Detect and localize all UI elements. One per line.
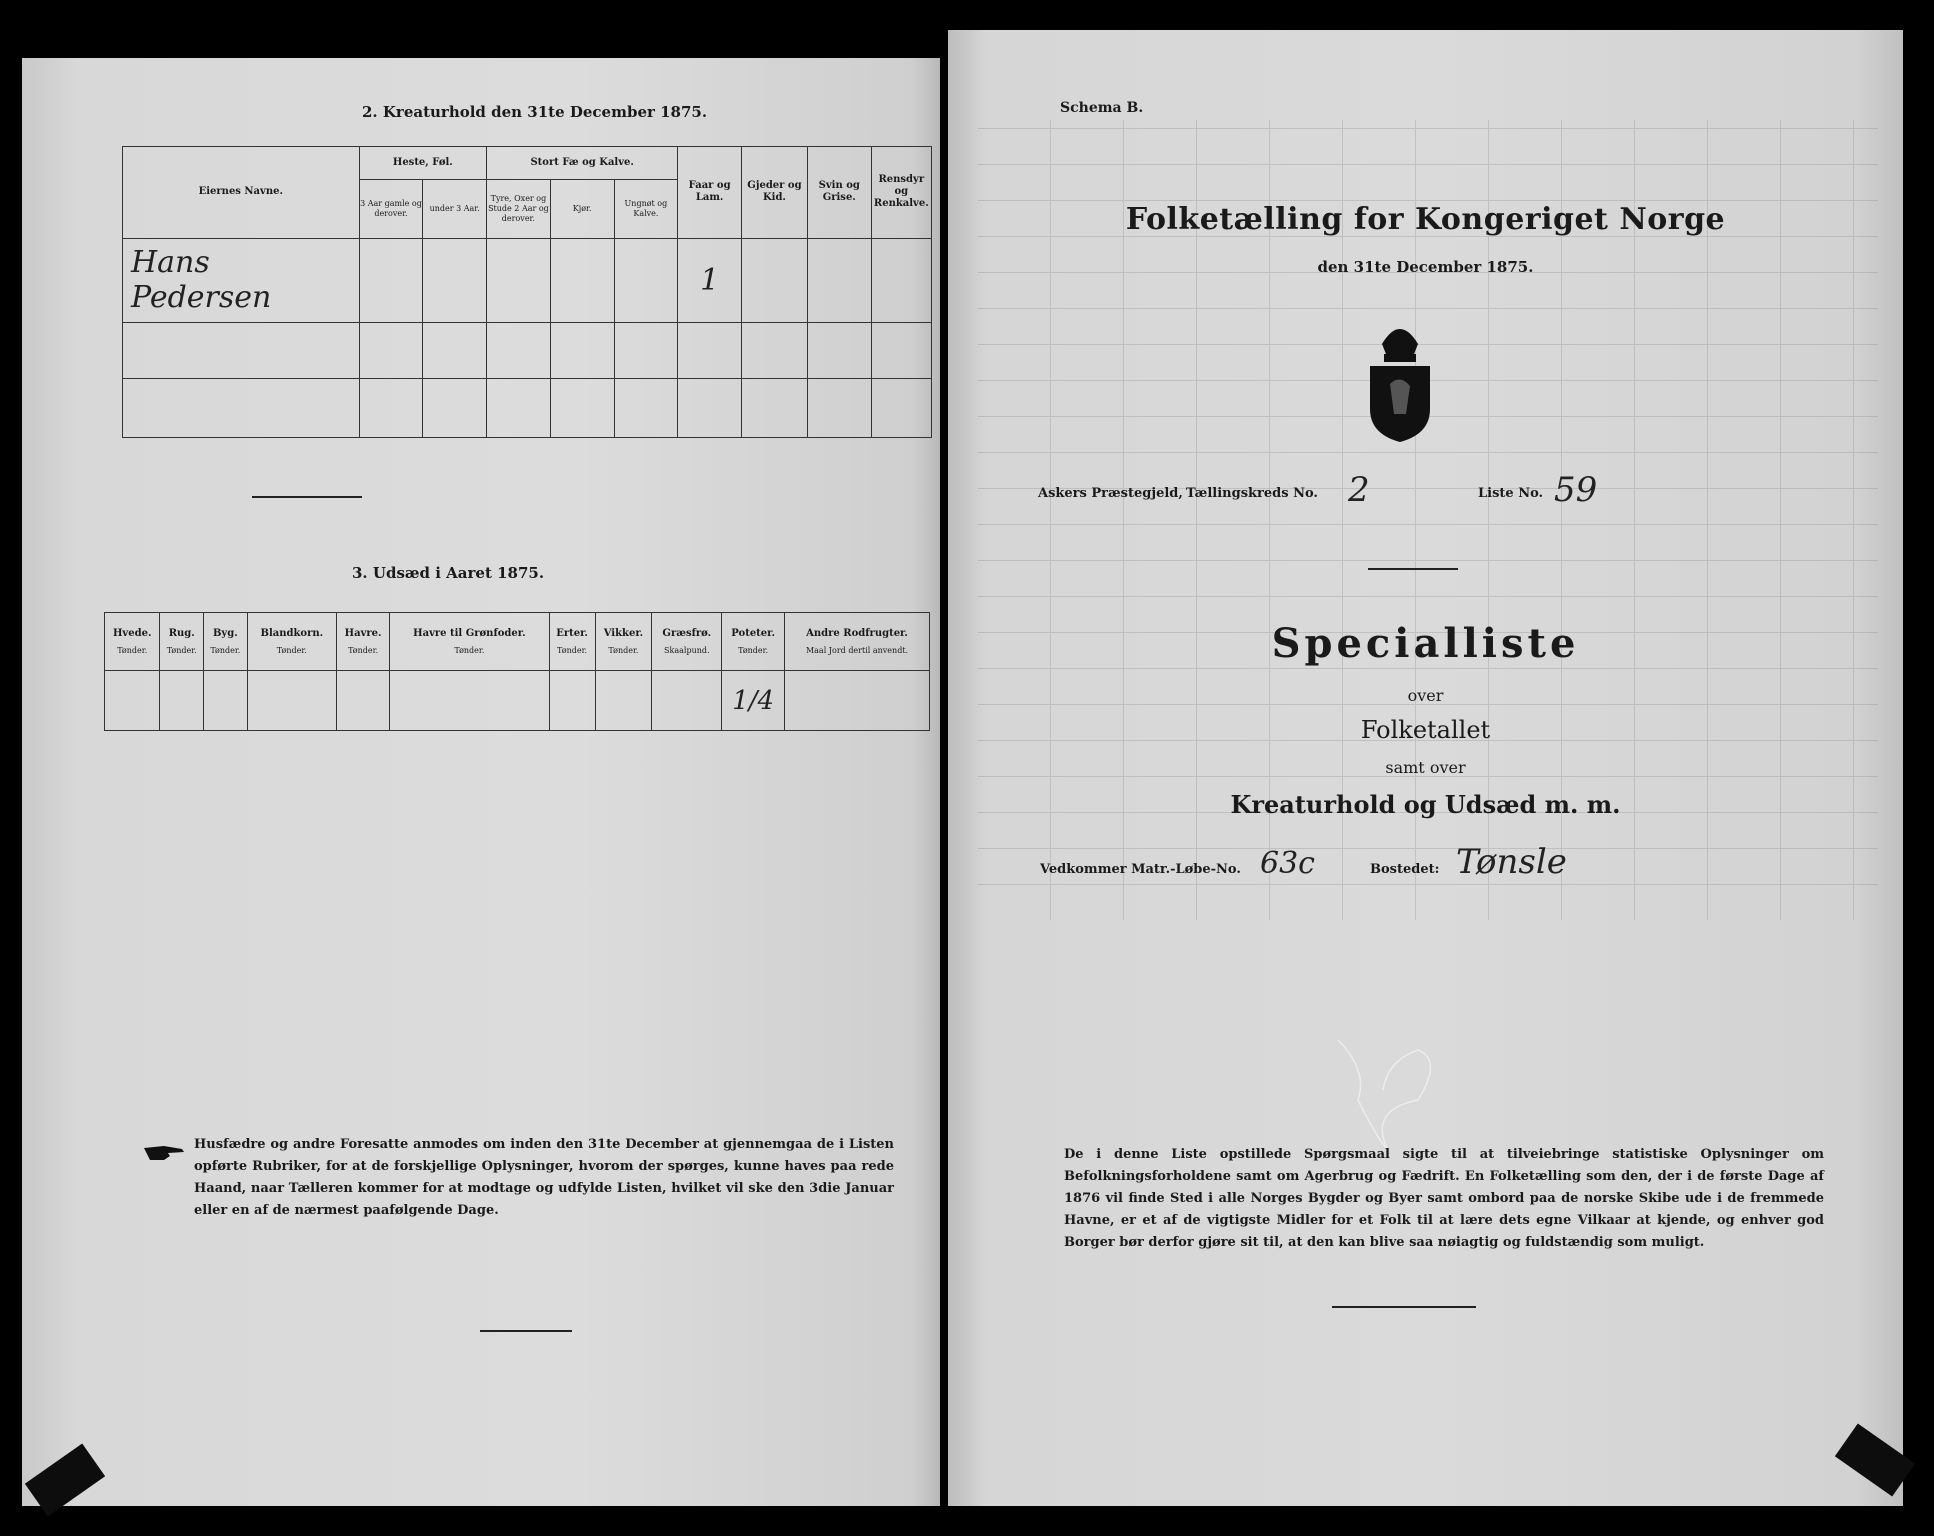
sowing-cell bbox=[105, 671, 160, 731]
sowing-cell bbox=[652, 671, 722, 731]
owner-name: Hans Pedersen bbox=[131, 245, 272, 316]
schema-label: Schema B. bbox=[1060, 100, 1144, 116]
specialliste-title: Specialliste bbox=[1271, 620, 1580, 667]
kreaturhold-line: Kreaturhold og Udsæd m. m. bbox=[1230, 790, 1621, 819]
col-cattle-c: Ungnøt og Kalve. bbox=[624, 198, 668, 218]
divider-rule bbox=[252, 496, 362, 498]
sowing-header-label: Rug. bbox=[168, 627, 195, 639]
sowing-unit-label: Tønder. bbox=[454, 645, 485, 655]
col-reindeer-header: Rensdyr og Renkalve. bbox=[873, 174, 929, 210]
samt-over: samt over bbox=[1385, 758, 1466, 777]
left-page bbox=[22, 58, 940, 1506]
sowing-unit-label: Tønder. bbox=[557, 645, 588, 655]
district-value: 2 bbox=[1348, 470, 1370, 510]
sowing-col-10 bbox=[785, 613, 930, 671]
bleed-through-scribble bbox=[1328, 1030, 1448, 1160]
section-2-title: 2. Kreaturhold den 31te December 1875. bbox=[362, 103, 708, 121]
col-horses-a: 3 Aar gamle og derover. bbox=[360, 198, 422, 218]
sowing-cell bbox=[247, 671, 336, 731]
section-3-title: 3. Udsæd i Aaret 1875. bbox=[352, 564, 545, 582]
sowing-cell bbox=[722, 671, 785, 731]
sowing-col-1 bbox=[160, 613, 204, 671]
sowing-unit-label: Tønder. bbox=[166, 645, 197, 655]
sowing-col-5 bbox=[390, 613, 549, 671]
list-value: 59 bbox=[1554, 470, 1598, 510]
sowing-unit-label: Tønder. bbox=[276, 645, 307, 655]
notice-text: Husfædre og andre Foresatte anmodes om inden den 31te December at gjennemgaa de i Listen opførte Rubriker, for at de forskjellige Oplysninger, hvorom der spørges, kunne haves paa rede Haand, naar Tælleren kommer for at modtage og udfylde Listen, hvilket vil ske den 3die Januar eller en af de nærmest paafølgende Dage. bbox=[194, 1137, 894, 1218]
sowing-unit-label: Skaalpund. bbox=[664, 645, 710, 655]
col-cattle-header: Stort Fæ og Kalve. bbox=[530, 156, 634, 168]
sowing-col-4 bbox=[337, 613, 390, 671]
sowing-header-label: Byg. bbox=[212, 627, 238, 639]
col-owner-header: Eiernes Navne. bbox=[198, 186, 283, 198]
matr-value: 63c bbox=[1260, 846, 1315, 881]
sowing-cell bbox=[160, 671, 204, 731]
right-page bbox=[948, 30, 1903, 1506]
sowing-header-label: Erter. bbox=[556, 627, 588, 639]
sowing-cell bbox=[549, 671, 595, 731]
sowing-col-0 bbox=[105, 613, 160, 671]
main-title: Folketælling for Kongeriget Norge bbox=[1125, 202, 1726, 237]
sowing-unit-label: Tønder. bbox=[608, 645, 639, 655]
sowing-table bbox=[104, 612, 930, 731]
sowing-header-label: Poteter. bbox=[731, 627, 775, 639]
sowing-col-9 bbox=[722, 613, 785, 671]
sowing-cell bbox=[785, 671, 930, 731]
sowing-col-3 bbox=[247, 613, 336, 671]
title-rule bbox=[1368, 568, 1458, 570]
poteter-value: 1/4 bbox=[732, 685, 775, 716]
bostedet-label: Bostedet: bbox=[1370, 862, 1440, 877]
sowing-header-label: Vikker. bbox=[603, 627, 644, 639]
sowing-header-label: Andre Rodfrugter. bbox=[806, 627, 908, 639]
col-horses-b: under 3 Aar. bbox=[429, 203, 480, 213]
col-horses-header: Heste, Føl. bbox=[392, 156, 453, 168]
matr-label: Vedkommer Matr.-Løbe-No. bbox=[1040, 862, 1241, 877]
sowing-col-8 bbox=[652, 613, 722, 671]
sowing-header-label: Havre til Grønfoder. bbox=[413, 627, 526, 639]
col-cattle-a: Tyre, Oxer og Stude 2 Aar og derover. bbox=[488, 193, 549, 223]
sowing-cell bbox=[204, 671, 248, 731]
col-cattle-b: Kjør. bbox=[572, 203, 592, 213]
footer-rule bbox=[1332, 1306, 1476, 1308]
sheep-count: 1 bbox=[700, 262, 720, 298]
sowing-cell bbox=[390, 671, 549, 731]
over-1: over bbox=[1407, 686, 1444, 705]
livestock-table bbox=[122, 146, 932, 438]
sowing-header-label: Havre. bbox=[344, 627, 382, 639]
bostedet-value: Tønsle bbox=[1456, 842, 1567, 882]
sowing-cell bbox=[337, 671, 390, 731]
sowing-col-2 bbox=[204, 613, 248, 671]
sowing-header-label: Græsfrø. bbox=[662, 627, 712, 639]
list-label: Liste No. bbox=[1478, 486, 1544, 501]
bottom-rule bbox=[480, 1330, 572, 1332]
sowing-unit-label: Tønder. bbox=[117, 645, 148, 655]
footer-text: De i denne Liste opstillede Spørgsmaal sigte til at tilveiebringe statistiske Oplysninger om Befolkningsforholdene samt om Agerbrug og Fædrift. En Folketælling som den, der i de første Dage af 1876 vil finde Sted i alle Norges Bygder og Byer samt ombord paa de norske Skibe ude i de fremmede Havne, er et af de vigtigste Midler for et Folk til at lære dets egne Vilkaar at kjende, og enhver god Borger bør derfor gjøre sit til, at den kan blive saa nøiagtig og fuldstændig som muligt. bbox=[1064, 1147, 1824, 1250]
parish-label: Askers Præstegjeld, bbox=[1038, 486, 1183, 501]
sowing-col-6 bbox=[549, 613, 595, 671]
sowing-header-label: Blandkorn. bbox=[260, 627, 324, 639]
folketallet: Folketallet bbox=[1360, 716, 1491, 744]
coat-of-arms-icon bbox=[1360, 314, 1440, 444]
sowing-col-7 bbox=[595, 613, 652, 671]
sowing-unit-label: Tønder. bbox=[210, 645, 241, 655]
district-label: Tællingskreds No. bbox=[1186, 486, 1318, 501]
main-subtitle: den 31te December 1875. bbox=[1317, 258, 1534, 276]
col-pigs-header: Svin og Grise. bbox=[818, 180, 860, 204]
sowing-cell bbox=[595, 671, 652, 731]
sowing-unit-label: Maal Jord dertil anvendt. bbox=[805, 645, 909, 655]
pointing-hand-icon bbox=[142, 1140, 186, 1166]
col-goats-header: Gjeder og Kid. bbox=[747, 180, 802, 204]
sowing-unit-label: Tønder. bbox=[738, 645, 769, 655]
sowing-header-label: Hvede. bbox=[112, 627, 152, 639]
col-sheep-header: Faar og Lam. bbox=[688, 180, 731, 204]
sowing-unit-label: Tønder. bbox=[348, 645, 379, 655]
